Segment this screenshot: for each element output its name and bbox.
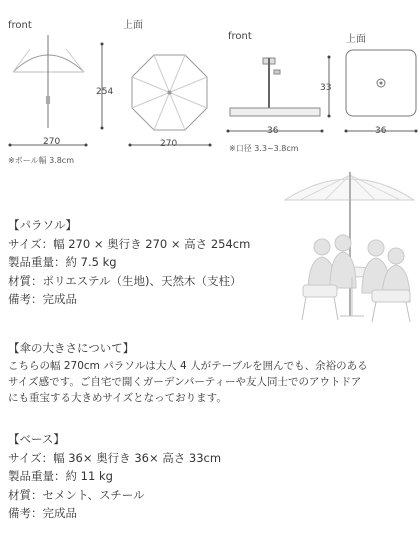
umbrella-top-label: 上面: [123, 20, 143, 31]
base-width-top-dimension: 36: [375, 126, 387, 136]
umbrella-width-front-dimension: 270: [43, 137, 61, 147]
parasol-scene-illustration: [285, 172, 414, 322]
base-height-line: [328, 56, 331, 118]
about-size-section: [8, 340, 368, 406]
base-front-label: front: [228, 31, 252, 42]
base-top-label: 上面: [346, 34, 366, 45]
base-front-drawing: [230, 58, 320, 116]
base-width-front-dimension: 36: [267, 126, 279, 136]
about-size-heading: 【傘の大きさについて】: [8, 341, 135, 355]
parasol-size: サイズ：幅 270 × 奥行き 270 × 高さ 254cm: [8, 236, 251, 251]
base-notes: 備考：完成品: [8, 506, 77, 520]
parasol-spec-section: [8, 216, 250, 309]
parasol-material: 材質：ポリエステル（生地)、天然木（支柱）: [8, 273, 242, 288]
umbrella-height-dimension: 254: [96, 87, 114, 97]
parasol-notes: 備考：完成品: [8, 292, 77, 306]
base-material: 材質：セメント、スチール: [8, 487, 145, 502]
about-size-line: サイズ感です。ご自宅で開くガーデンパーティーや友人同士でのアウトドア: [8, 376, 362, 388]
umbrella-front-drawing: [13, 35, 84, 128]
about-size-line: こちらの幅 270cm パラソルは大人 4 人がテーブルを囲んでも、余裕のある: [8, 360, 368, 372]
umbrella-width-top-dimension: 270: [160, 139, 178, 149]
umbrella-front-label: front: [8, 20, 32, 31]
parasol-heading: 【パラソル】: [8, 218, 77, 232]
pole-width-note: ※ポール幅 3.8cm: [8, 156, 74, 165]
base-weight: 製品重量：約 11 kg: [8, 469, 113, 483]
base-top-drawing: [346, 50, 416, 116]
umbrella-height-line: [101, 43, 104, 130]
base-height-dimension: 33: [320, 83, 332, 93]
umbrella-width-top-line: [129, 144, 212, 147]
base-width-top-line: [345, 130, 418, 133]
about-size-line: にも重宝する大きめサイズとなっております。: [8, 392, 227, 404]
umbrella-width-front-line: [9, 144, 88, 147]
base-width-front-line: [227, 130, 324, 133]
base-size: サイズ：幅 36× 奥行き 36× 高さ 33cm: [8, 450, 222, 465]
base-spec-section: [8, 430, 221, 523]
umbrella-top-drawing: [132, 55, 207, 130]
base-heading: 【ベース】: [8, 432, 65, 446]
base-bore-note: ※口径 3.3~3.8cm: [229, 144, 299, 153]
parasol-weight: 製品重量：約 7.5 kg: [8, 255, 117, 269]
